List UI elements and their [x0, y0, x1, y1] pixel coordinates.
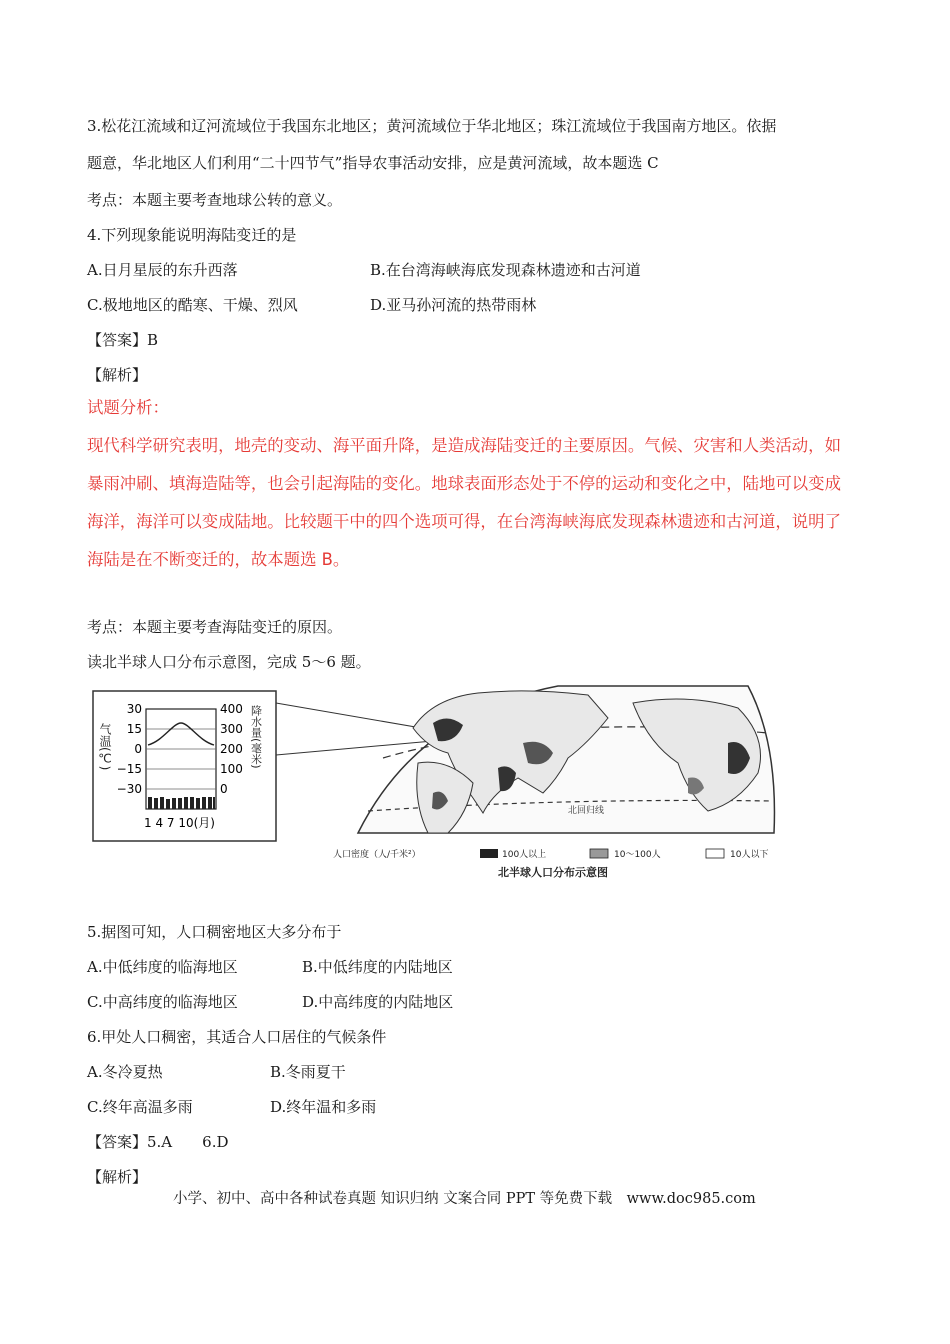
climate-chart	[93, 691, 276, 841]
intro-5-6: 读北半球人口分布示意图，完成 5～6 题。	[87, 653, 371, 671]
q5-stem: 5.据图可知，人口稠密地区大多分布于	[87, 923, 342, 941]
q4-option-d: D.亚马孙河流的热带雨林	[370, 296, 537, 314]
q5-option-d: D.中高纬度的内陆地区	[302, 993, 454, 1011]
precip-tick-300: 300	[220, 722, 243, 736]
map-legend	[333, 848, 768, 879]
q4-analysis-line-4: 海陆是在不断变迁的，故本题选 B。	[87, 550, 350, 569]
legend-low-label: 10人以下	[730, 850, 769, 860]
legend-swatch-high	[480, 849, 498, 858]
q4-analysis-title: 试题分析：	[87, 398, 169, 417]
q4-stem: 4.下列现象能说明海陆变迁的是	[87, 226, 297, 244]
q3-explanation-line-2: 题意，华北地区人们利用“二十四节气”指导农事活动安排，应是黄河流域，故本题选 C	[87, 154, 659, 172]
q4-answer: 【答案】B	[87, 331, 159, 349]
q4-kaodian: 考点：本题主要考查海陆变迁的原因。	[87, 618, 343, 636]
q6-option-a: A.冬冷夏热	[87, 1063, 163, 1081]
q6-option-d: D.终年温和多雨	[270, 1098, 377, 1116]
q6-option-c: C.终年高温多雨	[87, 1098, 193, 1116]
legend-title: 人口密度（人/千米²）	[333, 850, 421, 860]
legend-mid-label: 10～100人	[614, 850, 661, 860]
q4-jiexi-heading: 【解析】	[87, 366, 148, 384]
q5-option-b: B.中低纬度的内陆地区	[302, 958, 453, 976]
q3-explanation-line-1: 3.松花江流域和辽河流域位于我国东北地区；黄河流域位于华北地区；珠江流域位于我国南方地区。依据	[87, 117, 777, 135]
temp-tick-15: 15	[126, 722, 142, 736]
temp-tick-30: 30	[126, 702, 142, 716]
q3-kaodian: 考点：本题主要考查地球公转的意义。	[87, 191, 343, 209]
precip-tick-0: 0	[220, 782, 228, 796]
temp-tick-neg30: −30	[116, 782, 142, 796]
month-ticks: 1 4 7 10(月)	[144, 816, 215, 830]
answer-5-6: 【答案】5.A 6.D	[87, 1133, 229, 1151]
q6-option-b: B.冬雨夏干	[270, 1063, 346, 1081]
temp-tick-neg15: −15	[116, 762, 142, 776]
legend-swatch-mid	[590, 849, 608, 858]
jiexi-heading-end: 【解析】	[87, 1168, 148, 1186]
precip-tick-100: 100	[220, 762, 243, 776]
population-distribution-figure	[88, 683, 788, 888]
q4-option-a: A.日月星辰的东升西落	[87, 261, 238, 279]
precip-axis-label: 降水量(毫米)	[249, 705, 263, 769]
page-footer: 小学、初中、高中各种试卷真题 知识归纳 文案合同 PPT 等免费下载 www.doc985.com	[173, 1191, 756, 1207]
world-map	[358, 686, 774, 833]
q4-analysis-line-1: 现代科学研究表明，地壳的变动、海平面升降，是造成海陆变迁的主要原因。气候、灾害和人类活动，如	[87, 436, 841, 455]
figure-caption: 北半球人口分布示意图	[498, 866, 608, 879]
q4-option-b: B.在台湾海峡海底发现森林遗迹和古河道	[370, 261, 641, 279]
q5-option-a: A.中低纬度的临海地区	[87, 958, 238, 976]
temp-tick-0: 0	[134, 742, 142, 756]
q4-analysis-line-3: 海洋，海洋可以变成陆地。比较题干中的四个选项可得，在台湾海峡海底发现森林遗迹和古河道，说明了	[87, 512, 841, 531]
q6-stem: 6.甲处人口稠密，其适合人口居住的气候条件	[87, 1028, 387, 1046]
q4-option-c: C.极地地区的酷寒、干燥、烈风	[87, 296, 298, 314]
q4-analysis-line-2: 暴雨冲刷、填海造陆等，也会引起海陆的变化。地球表面形态处于不停的运动和变化之中，陆地可以变成	[87, 474, 841, 493]
legend-high-label: 100人以上	[502, 850, 547, 860]
q5-option-c: C.中高纬度的临海地区	[87, 993, 238, 1011]
tropic-label: 北回归线	[568, 806, 605, 816]
legend-swatch-low	[706, 849, 724, 858]
precip-tick-400: 400	[220, 702, 243, 716]
temp-axis-label: 气温(℃)	[98, 723, 112, 771]
precip-tick-200: 200	[220, 742, 243, 756]
